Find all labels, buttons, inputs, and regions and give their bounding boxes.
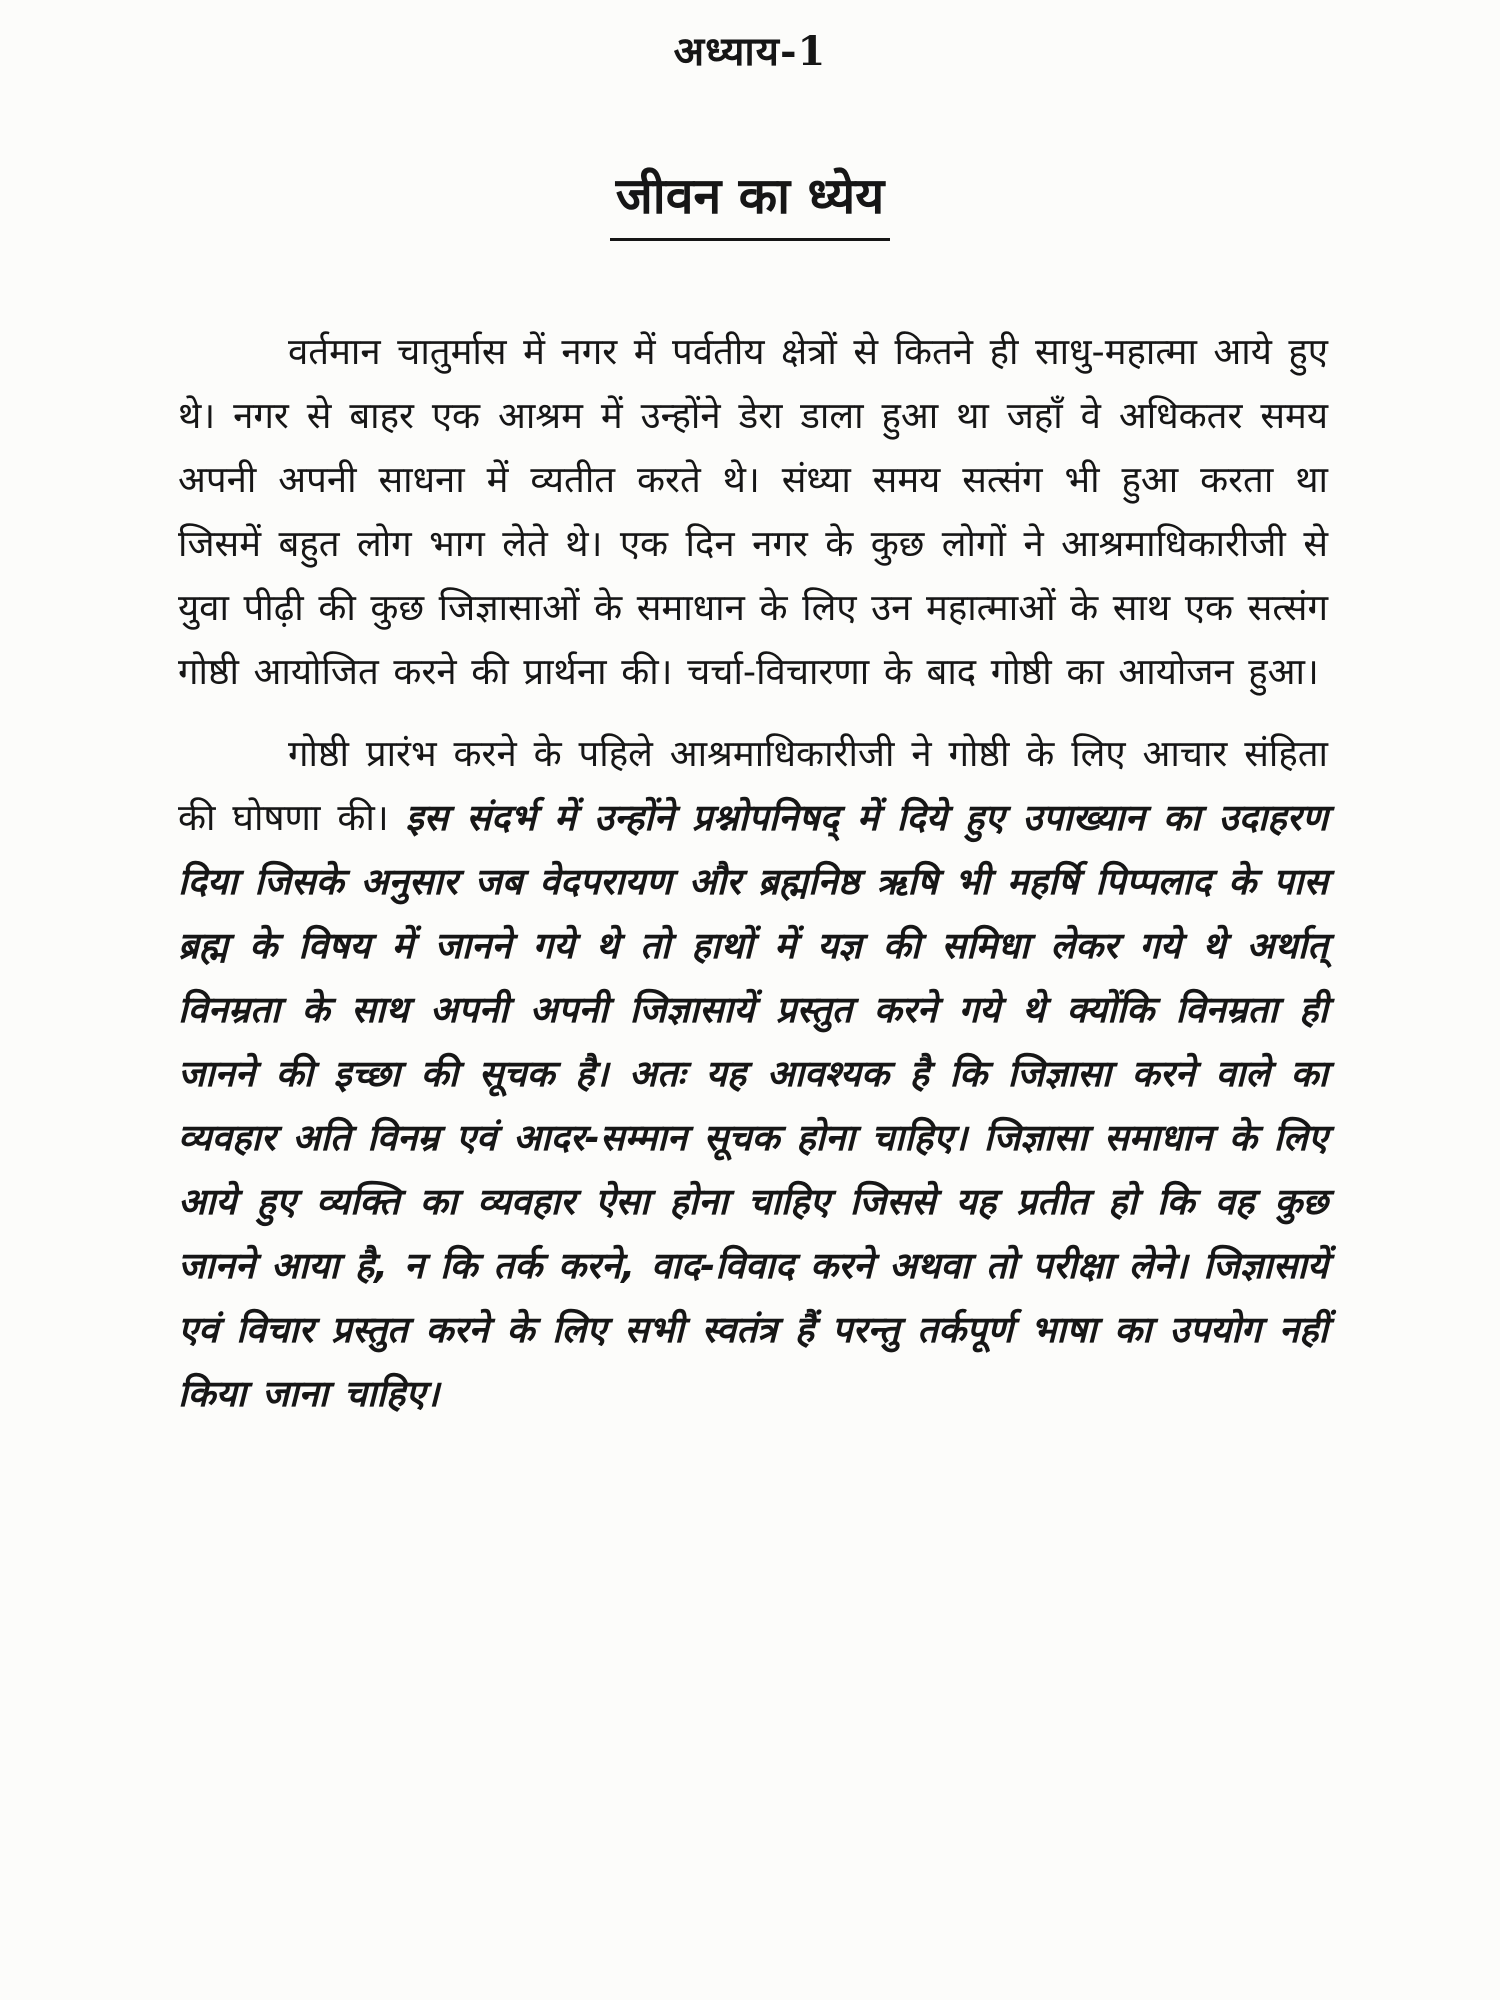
- body-text: [178, 320, 1328, 1444]
- paragraph-2-text: गोष्ठी प्रारंभ करने के पहिले आश्रमाधिकारीजी ने गोष्ठी के लिए आचार संहिता की घोषणा की।: [178, 732, 1328, 839]
- paragraph-2-emphasis: इस संदर्भ में उन्होंने प्रश्नोपनिषद् में दिये हुए उपाख्यान का उदाहरण दिया जिसके अनुसार जब वेदपरायण और ब्रह्मनिष्ठ ऋषि भी महर्षि पिप्पलाद के पास ब्रह्म के विषय में जानने गये थे तो हाथों में यज्ञ की समिधा लेकर गये थे अर्थात् विनम्रता के साथ अपनी अपनी जिज्ञासायें प्रस्तुत करने गये थे क्योंकि विनम्रता ही जानने की इच्छा की सूचक है। अतः यह आवश्यक है कि जिज्ञासा करने वाले का व्यवहार अति विनम्र एवं आदर-सम्मान सूचक होना चाहिए। जिज्ञासा समाधान के लिए आये हुए व्यक्ति का व्यवहार ऐसा होना चाहिए जिससे यह प्रतीत हो कि वह कुछ जानने आया है, न कि तर्क करने, वाद-विवाद करने अथवा तो परीक्षा लेने। जिज्ञासायें एवं विचार प्रस्तुत करने के लिए सभी स्वतंत्र हैं परन्तु तर्कपूर्ण भाषा का उपयोग नहीं किया जाना चाहिए।: [178, 796, 1328, 1415]
- paragraph-1-text: वर्तमान चातुर्मास में नगर में पर्वतीय क्षेत्रों से कितने ही साधु-महात्मा आये हुए थे। नगर से बाहर एक आश्रम में उन्होंने डेरा डाला हुआ था जहाँ वे अधिकतर समय अपनी अपनी साधना में व्यतीत करते थे। संध्या समय सत्संग भी हुआ करता था जिसमें बहुत लोग भाग लेते थे। एक दिन नगर के कुछ लोगों ने आश्रमाधिकारीजी से युवा पीढ़ी की कुछ जिज्ञासाओं के समाधान के लिए उन महात्माओं के साथ एक सत्संग गोष्ठी आयोजित करने की प्रार्थना की। चर्चा-विचारणा के बाद गोष्ठी का आयोजन हुआ।: [178, 330, 1328, 693]
- chapter-label: अध्याय-1: [673, 28, 827, 75]
- title-block: [0, 160, 1500, 241]
- paragraph-2: [178, 722, 1328, 1426]
- chapter-title: जीवन का ध्येय: [610, 160, 891, 241]
- paragraph-1: [178, 320, 1328, 704]
